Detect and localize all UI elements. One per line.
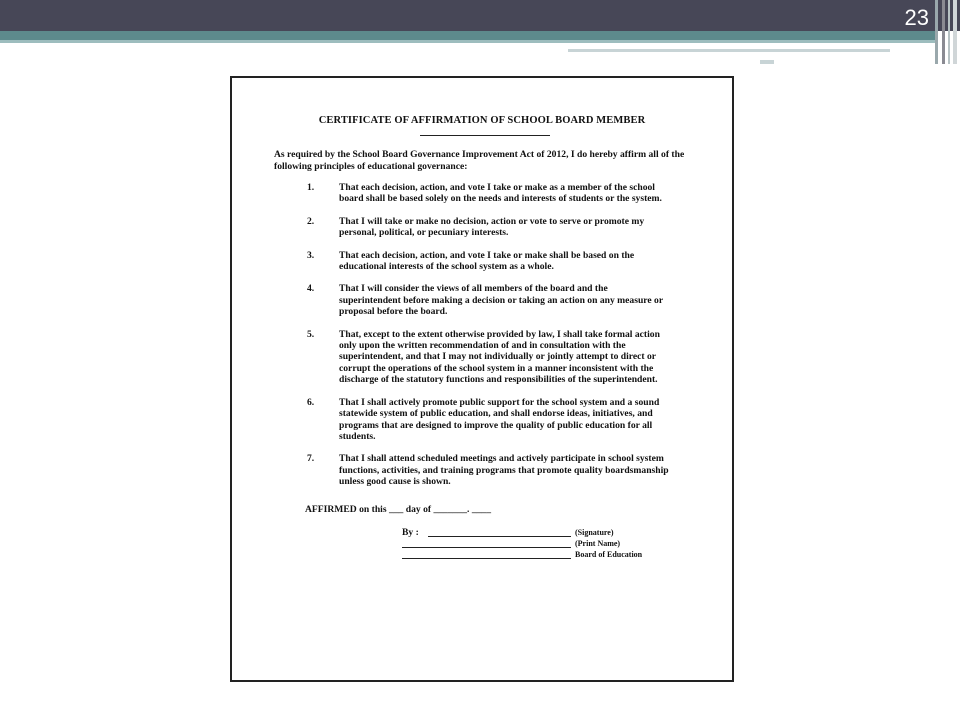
- by-label: By :: [402, 527, 419, 538]
- slide-vertical-accent: [953, 0, 957, 64]
- item-number: 4.: [307, 283, 315, 295]
- slide-accent-strip: [0, 31, 935, 40]
- print-name-row: [402, 538, 702, 549]
- item-text: That I will consider the views of all members of the board and the superintendent before making a decision or taking an action on any measure or proposal before the board.: [339, 283, 663, 318]
- item-text: That I shall actively promote public support for the school system and a sound statewide system of public education, and shall endorse ideas, initiatives, and programs that are designed to improve the quality of public education for all students.: [339, 396, 660, 442]
- list-item: [274, 453, 714, 487]
- item-number: 1.: [307, 182, 315, 193]
- title-underline: [420, 135, 550, 136]
- slide-vertical-accent: [948, 0, 950, 64]
- slide-accent-strip-light: [0, 40, 935, 43]
- list-item: [274, 283, 714, 317]
- slide-number: 23: [904, 5, 929, 30]
- document-title: CERTIFICATE OF AFFIRMATION OF SCHOOL BOARD MEMBER: [318, 115, 646, 126]
- item-text: That I shall attend scheduled meetings and actively participate in school system functions, activities, and training programs that promote quality boardsmanship unless good cause is shown.: [339, 453, 669, 488]
- item-number: 2.: [307, 215, 315, 227]
- board-line: [402, 558, 571, 559]
- signature-row: [402, 527, 702, 538]
- board-row: [402, 549, 702, 560]
- slide-accent-line-short: [760, 60, 774, 64]
- item-text: That I will take or make no decision, action or vote to serve or promote my personal, political, or pecuniary interests.: [339, 215, 645, 239]
- list-item: [274, 250, 714, 273]
- certificate-document: [230, 76, 734, 682]
- slide-header-bar: [0, 0, 960, 31]
- item-text: That each decision, action, and vote I take or make shall be based on the educational interests of the school system as a whole.: [339, 249, 635, 273]
- board-label: Board of Education: [575, 550, 643, 559]
- principles-list: [274, 182, 714, 499]
- slide-vertical-accent: [935, 0, 938, 64]
- item-number: 6.: [307, 396, 315, 408]
- intro-paragraph: As required by the School Board Governance Improvement Act of 2012, I do hereby affirm all of the following principles of educational governance:: [274, 149, 685, 172]
- list-item: [274, 182, 714, 205]
- list-item: [274, 397, 714, 443]
- item-number: 3.: [307, 249, 315, 261]
- item-number: 5.: [307, 328, 315, 340]
- signature-label: (Signature): [575, 528, 614, 537]
- signature-block: [402, 527, 702, 560]
- list-item: [274, 216, 714, 239]
- item-text: That, except to the extent otherwise provided by law, I shall take formal action only upon the written recommendation of and in consultation with the superintendent, and that I may not individually or jointly attempt to direct or corrupt the operations of the school system in a manner inconsistent with the discharge of the statutory functions and responsibilities of the superintendent.: [339, 328, 660, 386]
- slide-accent-line: [568, 49, 890, 52]
- signature-line: [428, 536, 571, 537]
- print-name-label: (Print Name): [575, 539, 621, 548]
- affirmed-line: AFFIRMED on this ___ day of _______. ____: [305, 504, 492, 515]
- print-name-line: [402, 547, 571, 548]
- item-number: 7.: [307, 453, 315, 465]
- list-item: [274, 329, 714, 386]
- slide-vertical-accent: [942, 0, 945, 64]
- item-text: That each decision, action, and vote I take or make as a member of the school board shall be based solely on the needs and interests of students or the system.: [339, 182, 662, 205]
